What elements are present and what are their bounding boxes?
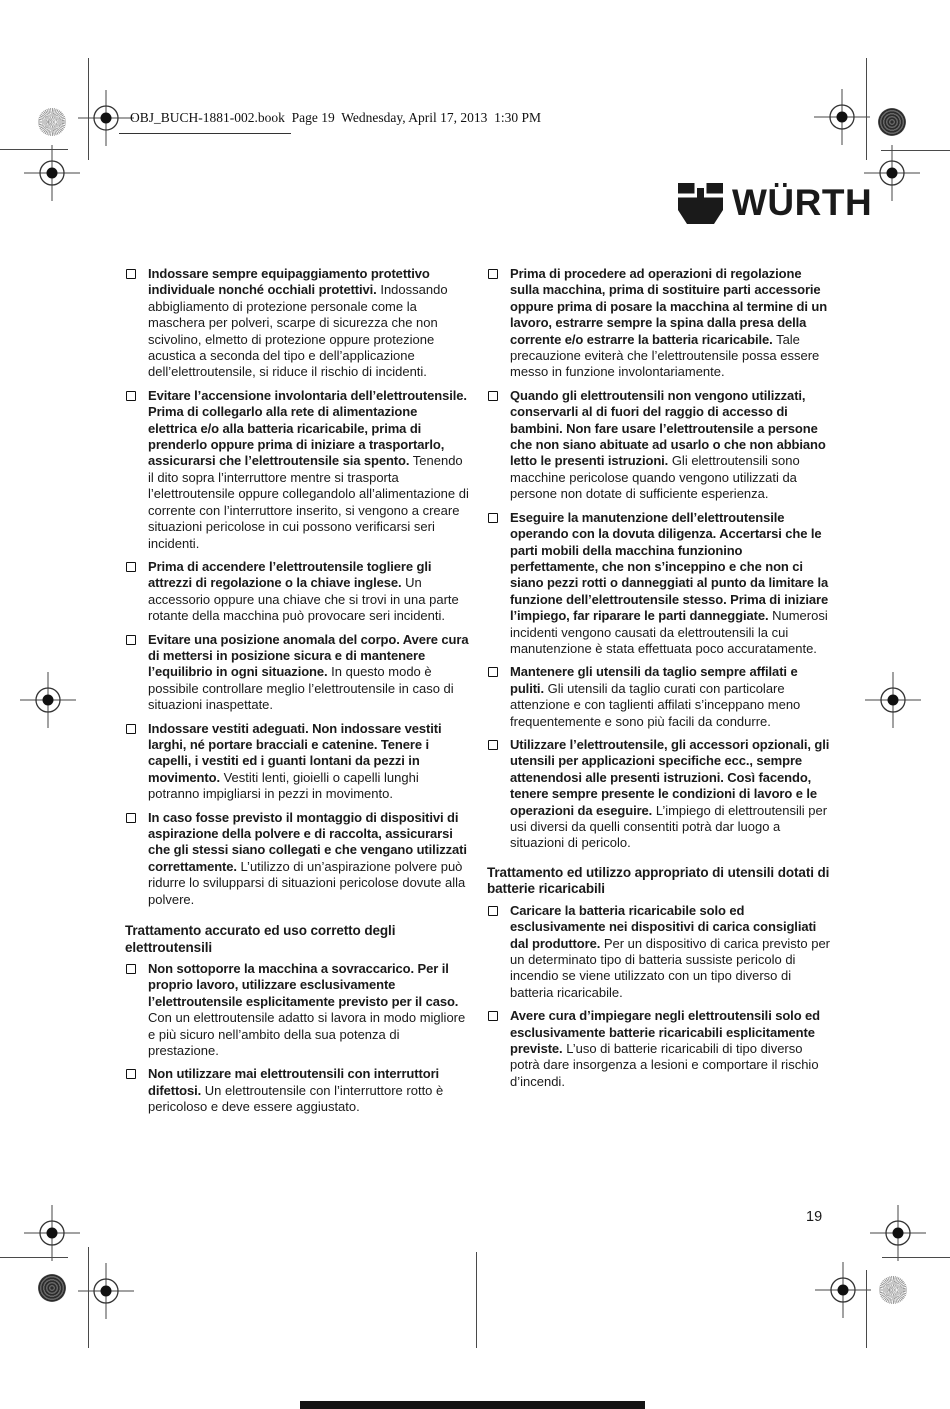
checkbox-bullet-icon bbox=[488, 513, 498, 523]
registration-target-icon bbox=[24, 145, 80, 201]
safety-instruction-item bbox=[487, 737, 832, 852]
safety-instruction-item bbox=[487, 388, 832, 503]
checkbox-bullet-icon bbox=[126, 562, 136, 572]
checkbox-bullet-icon bbox=[488, 667, 498, 677]
checkbox-bullet-icon bbox=[488, 269, 498, 279]
instruction-text: Un elettroutensile con l’interruttore rotto è pericoloso e deve essere aggiustato. bbox=[148, 1082, 444, 1115]
registration-target-icon bbox=[865, 672, 921, 728]
instruction-bold: Prima di accendere l’elettroutensile togliere gli attrezzi di regolazione o la chiave inglese. bbox=[148, 558, 432, 591]
safety-instruction-item bbox=[487, 664, 832, 730]
crop-line bbox=[866, 58, 867, 160]
registration-target-icon bbox=[870, 1205, 926, 1261]
brand-name: WÜRTH bbox=[732, 182, 873, 223]
safety-instruction-item bbox=[487, 266, 832, 381]
instruction-bold: Quando gli elettroutensili non vengono utilizzati, conservarli al di fuori del raggio di accesso di bambini. Non fare usare l’elettroutensile a persone che non siano abituate ad usarlo o che non abbiano letto le presenti istruzioni. bbox=[510, 387, 826, 469]
checkbox-bullet-icon bbox=[126, 1069, 136, 1079]
instruction-text: Vestiti lenti, gioielli o capelli lunghi potranno impigliarsi in pezzi in movimento. bbox=[148, 769, 419, 802]
safety-instruction-item bbox=[125, 388, 469, 552]
concentric-mark-icon bbox=[38, 1274, 66, 1302]
checkbox-bullet-icon bbox=[126, 391, 136, 401]
checkbox-bullet-icon bbox=[126, 813, 136, 823]
right-column bbox=[487, 266, 832, 1097]
safety-instruction-item bbox=[487, 510, 832, 658]
instruction-text: Gli utensili da taglio curati con particolare attenzione e con taglienti affilati s’inceppano meno frequentemente e sono più facili da condurre. bbox=[510, 680, 801, 729]
instruction-bold: Caricare la batteria ricaricabile solo ed esclusivamente nei dispositivi di carica consigliati dal produttore. bbox=[510, 902, 817, 951]
instruction-bold: Evitare l’accensione involontaria dell’elettroutensile. Prima di collegarlo alla rete di alimentazione elettrica e/o alla batteria ricaricabile, prima di prenderlo oppure prima di iniziare a trasportarlo, assicurarsi che l’elettroutensile sia spento. bbox=[148, 387, 467, 469]
registration-target-icon bbox=[78, 90, 134, 146]
instruction-text: Gli elettroutensili sono macchine pericolose quando vengono utilizzati da persone non dotate di sufficiente esperienza. bbox=[510, 453, 800, 502]
crop-line bbox=[0, 149, 68, 150]
section-heading: Trattamento ed utilizzo appropriato di utensili dotati di batterie ricaricabili bbox=[487, 864, 830, 897]
instruction-text: L’impiego di elettroutensili per usi diversi da quelli consentiti potrà dar luogo a situazioni di pericolo. bbox=[510, 802, 828, 851]
print-color-bar bbox=[300, 1401, 645, 1409]
checkbox-bullet-icon bbox=[488, 391, 498, 401]
instruction-bold: In caso fosse previsto il montaggio di dispositivi di aspirazione della polvere e di raccolta, assicurarsi che gli stessi siano collegati e che vengano utilizzati correttamente. bbox=[148, 809, 467, 874]
checkbox-bullet-icon bbox=[126, 964, 136, 974]
safety-instruction-item bbox=[125, 1066, 469, 1115]
wurth-logo-icon bbox=[678, 183, 723, 224]
instruction-text: Indossando abbigliamento di protezione personale come la maschera per polveri, scarpe di sicurezza che non scivolino, elmetto di protezione oppure protezione acustica a seconda del tipo e dell’applicazione dell’elettroutensile, si riduce il rischio di incidenti. bbox=[148, 282, 448, 380]
instruction-text: Per un dispositivo di carica previsto per un determinato tipo di batteria sussiste pericolo di incendio se viene utilizzato con un tipo diverso di batteria ricaricabile. bbox=[510, 935, 831, 1000]
instruction-bold: Avere cura d’impiegare negli elettroutensili solo ed esclusivamente batterie ricaricabili esplicitamente previste. bbox=[510, 1008, 821, 1057]
checkbox-bullet-icon bbox=[488, 906, 498, 916]
registration-target-icon bbox=[20, 672, 76, 728]
safety-instruction-item bbox=[125, 721, 469, 803]
checkbox-bullet-icon bbox=[488, 740, 498, 750]
checkbox-bullet-icon bbox=[126, 269, 136, 279]
safety-instruction-item bbox=[125, 810, 469, 908]
crop-line bbox=[88, 58, 89, 160]
page-number: 19 bbox=[806, 1209, 823, 1225]
safety-instruction-item bbox=[125, 266, 469, 381]
registration-target-icon bbox=[24, 1205, 80, 1261]
safety-instruction-item bbox=[487, 1008, 832, 1090]
instruction-text: Un accessorio oppure una chiave che si trovi in una parte rotante della macchina può provocare seri incidenti. bbox=[148, 575, 459, 624]
instruction-text: Con un elettroutensile adatto si lavora in modo migliore e più sicuro nell’ambito della sua potenza di prestazione. bbox=[148, 1010, 466, 1059]
safety-instruction-item bbox=[125, 559, 469, 625]
instruction-text: L’utilizzo di un’aspirazione polvere può ridurre lo svilupparsi di situazioni pericolose dovute alla polvere. bbox=[148, 858, 466, 907]
starburst-mark-icon bbox=[879, 1276, 907, 1304]
instruction-bold: Non sottoporre la macchina a sovraccarico. Per il proprio lavoro, utilizzare esclusivamente l’elettroutensile esplicitamente previsto per il caso. bbox=[148, 961, 459, 1009]
instruction-bold: Evitare una posizione anomala del corpo. Avere cura di mettersi in posizione sicura e di mantenere l’equilibrio in ogni situazione. bbox=[148, 631, 469, 680]
instruction-bold: Prima di procedere ad operazioni di regolazione sulla macchina, prima di sostituire parti accessorie oppure prima di posare la macchina al termine di un lavoro, estrarre sempre la spina dalla presa della corrente e/o estrarre la batteria ricaricabile. bbox=[510, 266, 828, 347]
wurth-logo bbox=[678, 183, 872, 224]
crop-line bbox=[476, 1252, 477, 1348]
header-rule bbox=[119, 133, 291, 134]
safety-instruction-item bbox=[125, 632, 469, 714]
safety-instruction-item bbox=[487, 903, 832, 1001]
instruction-bold: Eseguire la manutenzione dell’elettroutensile operando con la dovuta diligenza. Accertarsi che le parti mobili della macchina funzionino perfettamente, che non s’inceppino e che non ci siano pezzi rotti o danneggiati al punto da limitare la funzione dell’elettroutensile stesso. Prima di iniziare l’impiego, far riparare le parti danneggiate. bbox=[510, 509, 829, 624]
registration-target-icon bbox=[815, 1262, 871, 1318]
starburst-mark-icon bbox=[38, 108, 66, 136]
checkbox-bullet-icon bbox=[126, 724, 136, 734]
instruction-bold: Utilizzare l’elettroutensile, gli accessori opzionali, gli utensili per applicazioni specifiche ecc., sempre attenendosi alle presenti istruzioni. Così facendo, tenere sempre presente le condizioni di lavoro e le operazioni da eseguire. bbox=[510, 736, 830, 818]
instruction-text: In questo modo è possibile controllare meglio l’elettroutensile in caso di situazioni inaspettate. bbox=[148, 664, 454, 713]
safety-instruction-item bbox=[125, 961, 469, 1059]
section-heading: Trattamento accurato ed uso corretto degli elettroutensili bbox=[125, 923, 396, 955]
crop-line bbox=[866, 1270, 867, 1348]
crop-line bbox=[0, 1257, 68, 1258]
left-column bbox=[125, 266, 469, 1123]
crop-line bbox=[882, 1257, 950, 1258]
instruction-bold: Non utilizzare mai elettroutensili con interruttori difettosi. bbox=[148, 1066, 440, 1098]
registration-target-icon bbox=[864, 145, 920, 201]
registration-target-icon bbox=[78, 1263, 134, 1319]
instruction-text: L’uso di batterie ricaricabili di tipo diverso potrà dare insorgenza a lesioni e comportare il rischio d’incendi. bbox=[510, 1041, 819, 1089]
instruction-text: Tenendo il dito sopra l’interruttore mentre si trasporta l’elettroutensile oppure collegandolo all’alimentazione di corrente con l’interruttore inserito, si vengono a creare situazioni pericolose in cui possono verificarsi seri incidenti. bbox=[148, 453, 469, 551]
concentric-mark-icon bbox=[878, 108, 906, 136]
instruction-bold: Indossare sempre equipaggiamento protettivo individuale nonché occhiali protettivi. bbox=[148, 266, 430, 298]
crop-line bbox=[88, 1247, 89, 1348]
checkbox-bullet-icon bbox=[488, 1011, 498, 1021]
instruction-text: Numerosi incidenti vengono causati da elettroutensili la cui manutenzione è stata effettuata poco accuratamente. bbox=[510, 608, 828, 656]
registration-target-icon bbox=[814, 89, 870, 145]
crop-line bbox=[881, 150, 950, 151]
instruction-text: Tale precauzione eviterà che l’elettroutensile possa essere messo in funzione involontariamente. bbox=[510, 331, 820, 380]
instruction-bold: Indossare vestiti adeguati. Non indossare vestiti larghi, né portare bracciali e catenine. Tenere i capelli, i vestiti ed i guanti lontani da pezzi in movimento. bbox=[148, 720, 442, 785]
instruction-bold: Mantenere gli utensili da taglio sempre affilati e puliti. bbox=[510, 664, 798, 696]
checkbox-bullet-icon bbox=[126, 635, 136, 645]
document-header: OBJ_BUCH-1881-002.book Page 19 Wednesday, April 17, 2013 1:30 PM bbox=[130, 110, 542, 125]
